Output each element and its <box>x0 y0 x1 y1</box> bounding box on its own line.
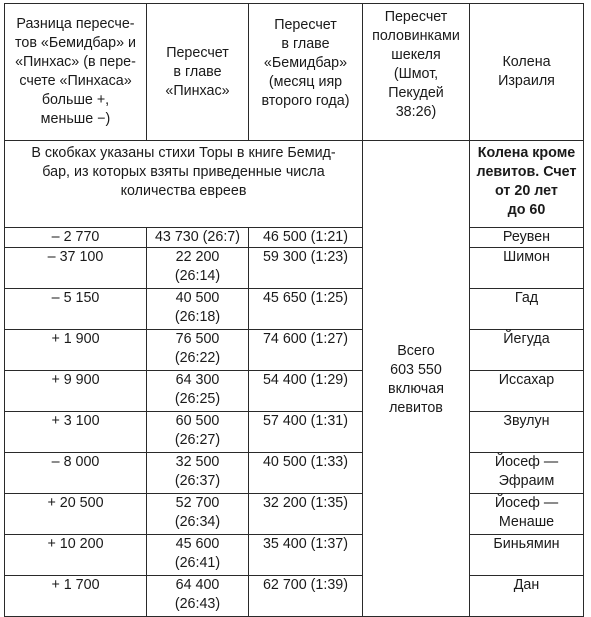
pinchas-cell-line: 76 500 <box>175 331 220 347</box>
pinchas-cell-line: 45 600 <box>175 536 220 552</box>
total-cell <box>363 141 470 617</box>
tribe-cell <box>470 535 584 576</box>
pinchas-cell-line: 64 400 <box>175 577 220 593</box>
table-row <box>5 453 584 494</box>
bemidbar-cell <box>249 228 363 248</box>
pinchas-cell <box>147 453 249 494</box>
total-line: Всего <box>397 343 435 359</box>
table-row <box>5 535 584 576</box>
total-line: включая <box>388 381 444 397</box>
tribe-cell-line: Йосеф — <box>494 454 559 470</box>
difference-cell-line: + 9 900 <box>51 372 100 388</box>
header-bemidbar-line: второго года) <box>261 93 350 109</box>
verse-note-line: бар, из которых взяты приведенные числа <box>42 164 325 180</box>
tribe-cell <box>470 228 584 248</box>
tribe-cell-line: Дан <box>513 577 540 593</box>
header-half-shekel-line: половинками <box>372 28 460 44</box>
difference-cell-line: – 2 770 <box>51 229 100 245</box>
census-table-body <box>5 4 584 617</box>
tribe-cell <box>470 412 584 453</box>
header-pinchas-line: Пересчет <box>166 44 229 61</box>
tribe-cell-line: Звулун <box>503 413 550 429</box>
note-row <box>5 141 584 228</box>
header-difference-line: тов «Бемидбар» и <box>14 35 137 51</box>
tribes-heading-line: левитов. Счет <box>476 164 577 180</box>
tribe-cell <box>470 494 584 535</box>
header-difference-line: Разница пересче- <box>16 16 135 32</box>
header-bemidbar <box>249 4 363 141</box>
bemidbar-cell-line: 59 300 (1:23) <box>262 249 349 265</box>
pinchas-cell-line: (26:43) <box>174 596 221 612</box>
header-half-shekel-line: шекеля <box>391 47 441 63</box>
pinchas-cell <box>147 228 249 248</box>
tribes-heading-line: Колена кроме <box>477 145 576 161</box>
tribe-cell <box>470 289 584 330</box>
total-line: 603 550 <box>390 362 442 378</box>
header-pinchas-line: «Пинхас» <box>165 82 230 99</box>
difference-cell <box>5 330 147 371</box>
header-pinchas-line: в главе <box>173 63 222 80</box>
tribe-cell <box>470 453 584 494</box>
header-difference-line: «Пинхас» (в пере- <box>15 54 136 70</box>
pinchas-cell <box>147 535 249 576</box>
difference-cell-line: + 3 100 <box>51 413 100 429</box>
bemidbar-cell <box>249 248 363 289</box>
header-bemidbar-line: «Бемидбар» <box>263 55 348 71</box>
difference-cell-line: – 8 000 <box>51 454 100 470</box>
bemidbar-cell <box>249 330 363 371</box>
table-row <box>5 576 584 617</box>
table-row <box>5 330 584 371</box>
bemidbar-cell <box>249 494 363 535</box>
tribe-cell-line: Йегуда <box>503 331 550 347</box>
bemidbar-cell-line: 35 400 (1:37) <box>262 536 349 552</box>
difference-cell-line: + 20 500 <box>47 495 104 511</box>
bemidbar-cell-line: 74 600 (1:27) <box>262 331 349 347</box>
header-half-shekel-line: Пересчет <box>384 9 448 25</box>
difference-cell-line: + 1 700 <box>51 577 100 593</box>
tribe-cell-line: Реувен <box>502 229 551 245</box>
pinchas-cell-line: 60 500 <box>175 413 220 429</box>
difference-cell <box>5 412 147 453</box>
pinchas-cell-line: 22 200 <box>175 249 220 265</box>
pinchas-cell <box>147 494 249 535</box>
difference-cell-line: + 10 200 <box>47 536 104 552</box>
pinchas-cell-line: (26:22) <box>174 350 221 366</box>
bemidbar-cell-line: 57 400 (1:31) <box>262 413 349 429</box>
difference-cell <box>5 576 147 617</box>
tribe-cell <box>470 576 584 617</box>
pinchas-cell-line: (26:18) <box>174 309 221 325</box>
header-difference-line: больше +, <box>41 92 110 108</box>
bemidbar-cell-line: 40 500 (1:33) <box>262 454 349 470</box>
difference-cell <box>5 494 147 535</box>
bemidbar-cell-line: 45 650 (1:25) <box>262 290 349 306</box>
tribes-heading <box>470 141 584 228</box>
pinchas-cell <box>147 289 249 330</box>
verse-note-line: количества евреев <box>120 183 247 199</box>
tribe-cell <box>470 330 584 371</box>
table-row <box>5 289 584 330</box>
table-row <box>5 228 584 248</box>
difference-cell <box>5 289 147 330</box>
verse-note-line: В скобках указаны стихи Торы в книге Бемид- <box>31 145 336 161</box>
pinchas-cell-line: (26:34) <box>174 514 221 530</box>
tribe-cell-line: Биньямин <box>493 536 560 552</box>
pinchas-cell <box>147 371 249 412</box>
header-half-shekel-line: 38:26) <box>395 104 437 120</box>
bemidbar-cell <box>249 289 363 330</box>
pinchas-cell-line: 32 500 <box>175 454 220 470</box>
header-tribes-line: Колена <box>502 54 551 70</box>
pinchas-cell-line: 64 300 <box>175 372 220 388</box>
bemidbar-cell <box>249 576 363 617</box>
tribe-cell-line: Гад <box>514 290 539 306</box>
tribe-cell-line: Шимон <box>503 249 550 265</box>
header-pinchas <box>147 4 249 141</box>
table-row <box>5 371 584 412</box>
difference-cell-line: – 37 100 <box>47 249 104 265</box>
header-half-shekel <box>363 4 470 141</box>
difference-cell-line: + 1 900 <box>51 331 100 347</box>
header-half-shekel-line: (Шмот, <box>393 66 439 82</box>
header-bemidbar-line: в главе <box>281 36 330 52</box>
bemidbar-cell <box>249 453 363 494</box>
difference-cell-line: – 5 150 <box>51 290 100 306</box>
pinchas-cell-line: (26:25) <box>174 391 221 407</box>
pinchas-cell-line: 40 500 <box>175 290 220 306</box>
census-table-wrapper <box>4 3 584 617</box>
header-difference-line: счете «Пинхаса» <box>19 73 132 89</box>
tribe-cell-line: Иссахар <box>498 372 555 388</box>
header-difference-line: меньше −) <box>40 111 111 127</box>
bemidbar-cell <box>249 412 363 453</box>
tribe-cell <box>470 248 584 289</box>
header-half-shekel-line: Пекудей <box>388 85 444 101</box>
header-row <box>5 4 584 141</box>
header-difference <box>5 4 147 141</box>
pinchas-cell-line: 43 730 (26:7) <box>154 229 241 245</box>
bemidbar-cell-line: 54 400 (1:29) <box>262 372 349 388</box>
pinchas-cell <box>147 412 249 453</box>
header-tribes <box>470 4 584 141</box>
tribe-cell-line: Йосеф — <box>494 495 559 511</box>
bemidbar-cell-line: 46 500 (1:21) <box>262 229 349 245</box>
pinchas-cell-line: (26:14) <box>174 268 221 284</box>
difference-cell <box>5 248 147 289</box>
header-bemidbar-line: Пересчет <box>274 17 337 33</box>
pinchas-cell-line: (26:37) <box>174 473 221 489</box>
difference-cell <box>5 453 147 494</box>
bemidbar-cell-line: 62 700 (1:39) <box>262 577 349 593</box>
pinchas-cell-line: 52 700 <box>175 495 220 511</box>
total-line: левитов <box>389 400 443 416</box>
tribe-cell-line: Эфраим <box>498 473 555 489</box>
bemidbar-cell <box>249 371 363 412</box>
pinchas-cell <box>147 330 249 371</box>
header-tribes-line: Израиля <box>498 73 555 89</box>
tribe-cell-line: Менаше <box>498 514 555 530</box>
bemidbar-cell <box>249 535 363 576</box>
header-bemidbar-line: (месяц ияр <box>268 74 343 90</box>
pinchas-cell-line: (26:41) <box>174 555 221 571</box>
tribe-cell <box>470 371 584 412</box>
table-row <box>5 494 584 535</box>
difference-cell <box>5 371 147 412</box>
pinchas-cell-line: (26:27) <box>174 432 221 448</box>
pinchas-cell <box>147 248 249 289</box>
tribes-heading-line: до 60 <box>507 202 546 218</box>
difference-cell <box>5 228 147 248</box>
census-table <box>4 3 584 617</box>
verse-note <box>5 141 363 228</box>
bemidbar-cell-line: 32 200 (1:35) <box>262 495 349 511</box>
pinchas-cell <box>147 576 249 617</box>
difference-cell <box>5 535 147 576</box>
table-row <box>5 412 584 453</box>
tribes-heading-line: от 20 лет <box>495 183 558 199</box>
table-row <box>5 248 584 289</box>
